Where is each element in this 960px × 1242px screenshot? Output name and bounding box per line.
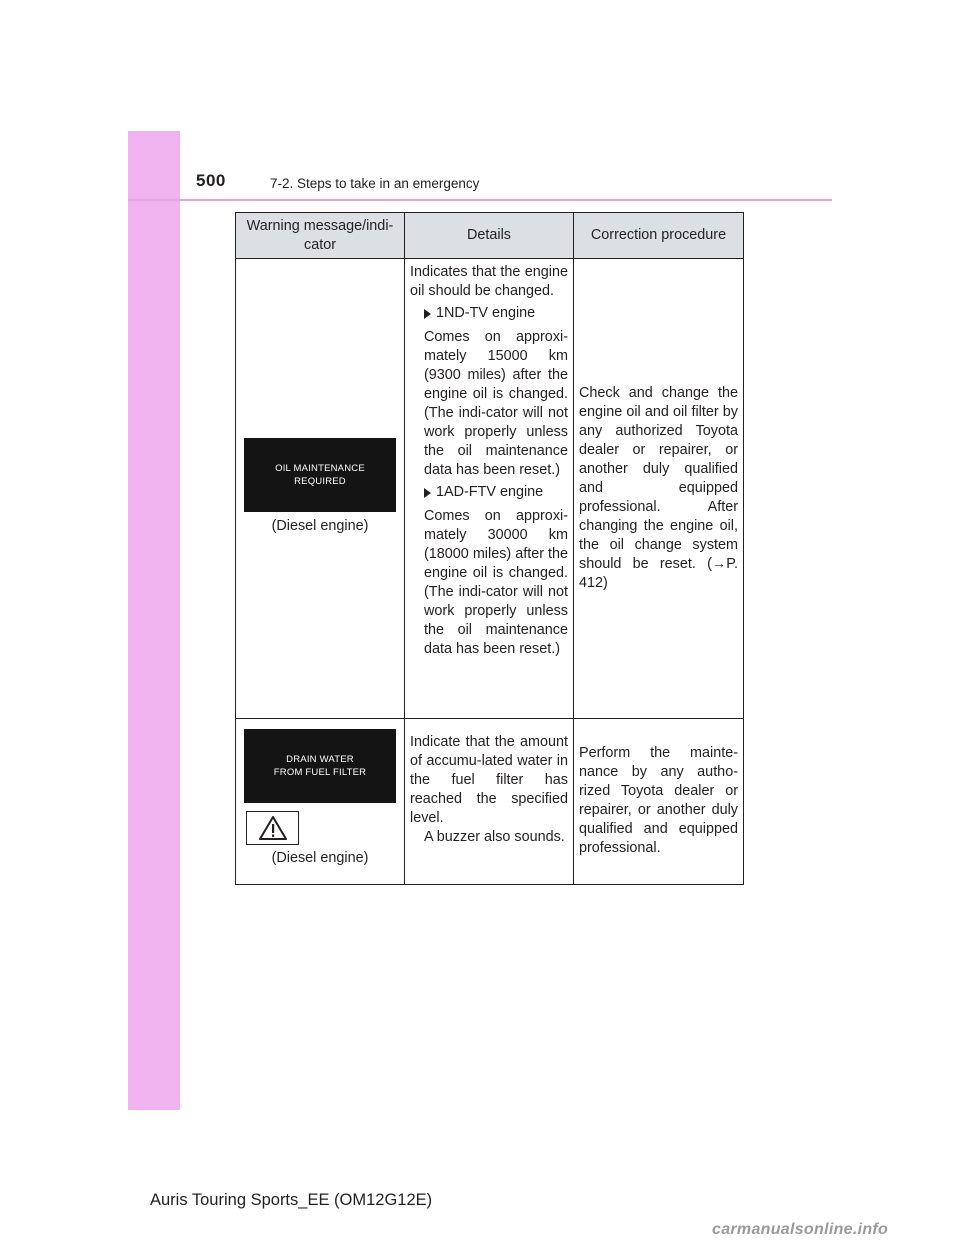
page-number: 500 — [196, 171, 226, 190]
warning-triangle-icon — [246, 811, 299, 845]
engine-label: 1ND-TV engine — [436, 305, 536, 321]
chapter-tab-sidebar — [128, 131, 180, 1110]
correction-text: Perform the mainte-nance by any autho-rized Toyota dealer or repairer, or another duly qualified and equipped professional. — [579, 745, 738, 856]
display-text: FROM FUEL FILTER — [273, 767, 367, 778]
correction-cell — [574, 259, 744, 719]
warning-message-cell — [236, 719, 405, 885]
oil-maintenance-display — [244, 438, 396, 512]
correction-cell — [574, 719, 744, 885]
header-warning-message: Warning message/indi-cator — [236, 213, 405, 259]
engine-text: Comes on approxi-mately 15000 km (9300 miles) after the engine oil is changed. (The indi-cator will not work properly unless the oil maintenance data has been reset.) — [424, 329, 568, 478]
details-cell — [405, 259, 574, 719]
header-correction: Correction procedure — [574, 213, 744, 259]
details-note: A buzzer also sounds. — [424, 829, 565, 845]
footer-model: Auris Touring Sports_EE (OM12G12E) — [150, 1191, 433, 1209]
engine-text: Comes on approxi-mately 30000 km (18000 miles) after the engine oil is changed. (The indi-cator will not work properly unless the oil maintenance data has been reset.) — [424, 508, 568, 657]
bullet-triangle-icon — [424, 309, 431, 319]
engine-bullet — [424, 304, 568, 323]
warning-message-cell — [236, 259, 405, 719]
caption: (Diesel engine) — [271, 850, 369, 866]
header-rule — [128, 199, 832, 201]
section-title: 7-2. Steps to take in an emergency — [270, 176, 480, 191]
display-text: OIL MAINTENANCE — [275, 463, 365, 474]
details-intro: Indicates that the engine oil should be changed. — [410, 264, 568, 299]
watermark: carmanualsonline.info — [712, 1221, 889, 1238]
display-text: REQUIRED — [294, 476, 346, 487]
display-text: DRAIN WATER — [286, 754, 354, 765]
header-details: Details — [405, 213, 574, 259]
engine-label: 1AD-FTV engine — [436, 484, 544, 500]
bullet-triangle-icon — [424, 488, 431, 498]
details-cell — [405, 719, 574, 885]
correction-text: Check and change the engine oil and oil filter by any authorized Toyota dealer or repairer, or another duly qualified and equipped professional. After changing the engine oil, the oil change system should be reset. (→P. 412) — [579, 385, 738, 591]
table-row — [236, 719, 744, 885]
details-intro: Indicate that the amount of accumu-lated water in the fuel filter has reached the specified level. — [410, 734, 568, 826]
table-row — [236, 259, 744, 719]
table-header-row — [236, 213, 744, 259]
engine-bullet — [424, 483, 568, 502]
drain-water-display — [244, 729, 396, 803]
caption: (Diesel engine) — [271, 518, 369, 534]
warning-table — [235, 212, 744, 885]
